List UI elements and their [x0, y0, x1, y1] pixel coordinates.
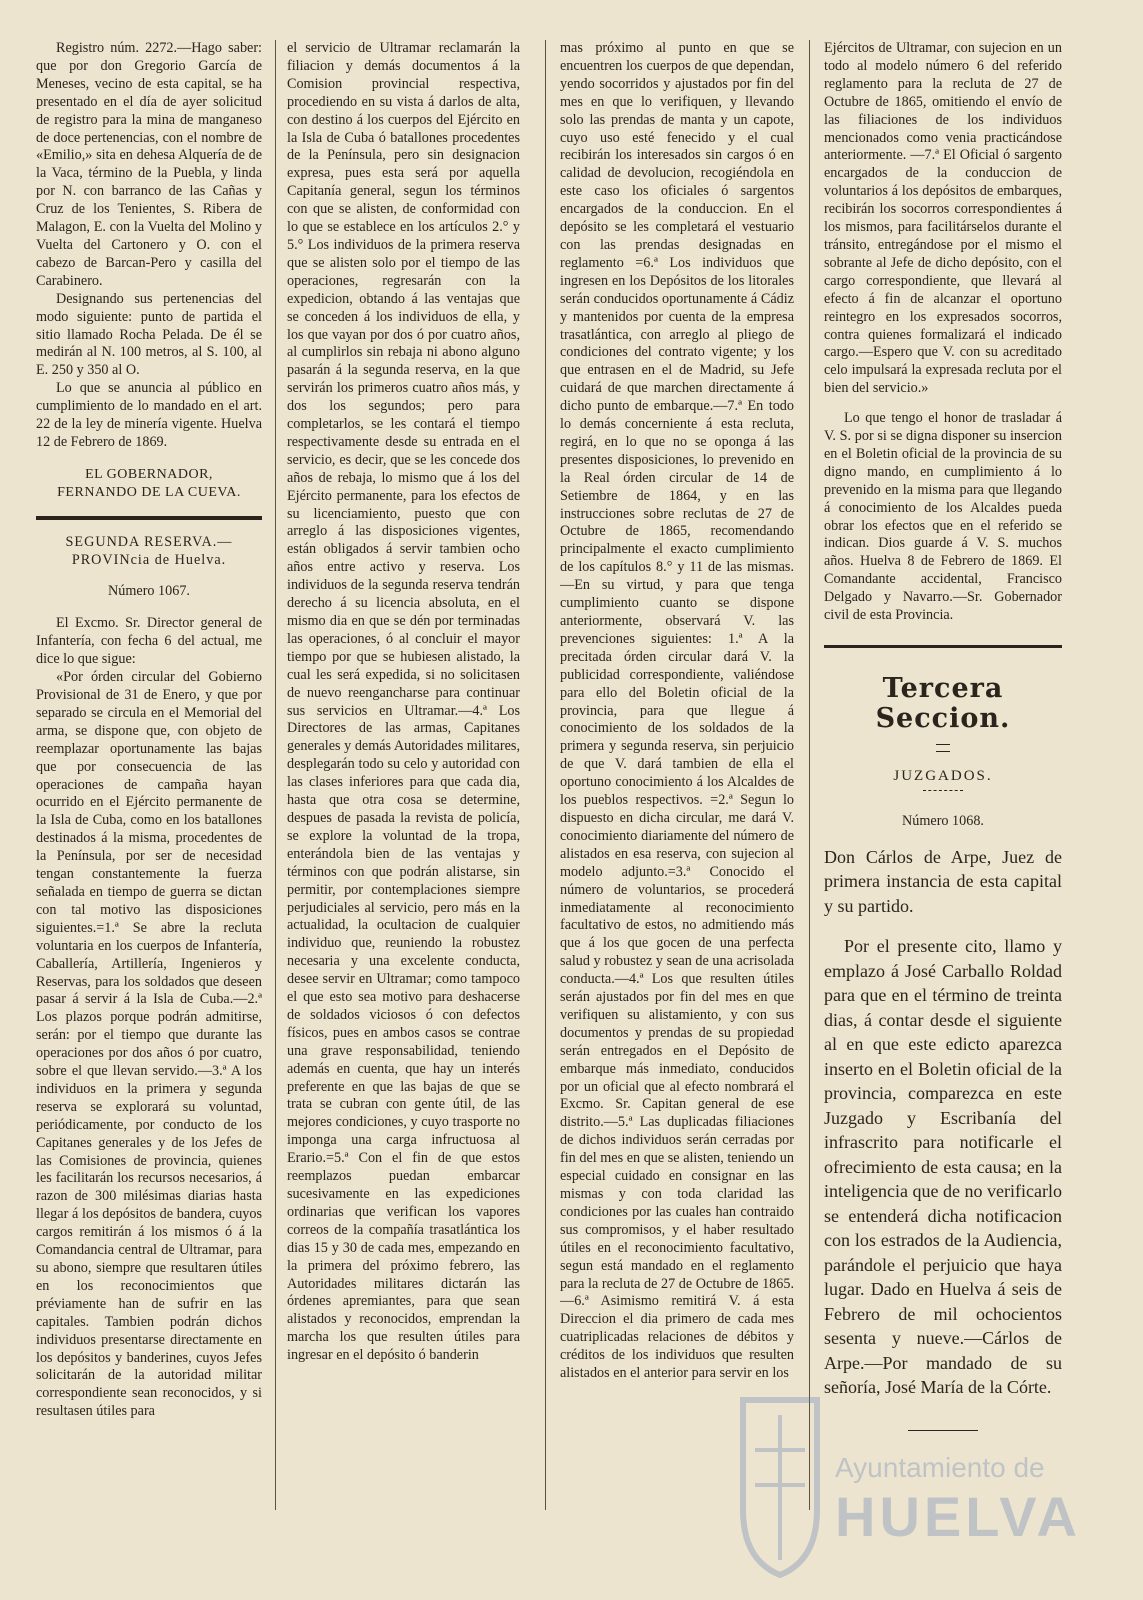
- mining-boundaries: Designando sus pertenencias del modo siguiente: punto de partida el sitio llamado Rocha Pelada. De él se medirán al N. 100 metros, al S. 100, al E. 250 y 350 al O.: [36, 290, 262, 379]
- title-ornament: [936, 744, 950, 752]
- section-divider: [36, 516, 262, 520]
- circular-body-part3: mas próximo al punto en que se encuentren los cuerpos de que dependan, yendo socorridos y ajustados por fin del mes en que lo verifiquen, y llevando solo las prendas de manta y un capote, cuyo uso esté fenecido y el cual recibirán los interesados sin cargos ó en calidad de devolucion, recogiéndola en este caso los oficiales ó sargentos encargados de la conduccion. En el depósito se les completará el vestuario con las prendas designadas en reglamento =6.ª Los individuos que ingresen en los Depósitos de los litorales serán conducidos oportunamente á Cádiz y mantenidos por cuenta de la empresa trasatlántica, con arreglo al pliego de condiciones del contrato vigente; y los que entrasen en el de Madrid, su Jefe cuidará de que marchen directamente á dicho punto de embarque.—7.ª En todo lo demás concerniente á esta recluta, regirá, en lo que no se oponga á las presentes disposiciones, lo prevenido en la Real órden circular de 14 de Setiembre de 1864, y en las instrucciones sobre reclutas de 27 de Octubre de 1865, recomendando principalmente el exacto cumplimiento de los capítulos 8.° y 11 de las mismas.—En su virtud, y para que tenga cumplimiento cuanto se dispone anteriormente, observará V. las prevenciones siguientes: 1.ª A la precitada órden circular dará V. la publicidad correspondiente, valiéndose para ello del Boletin oficial de la provincia, para que llegue á conocimiento de los soldados de la primera y segunda reserva, sin perjuicio de que V. dará tambien de ella el oportuno conocimiento á los Alcaldes de los pueblos respectivos. =2.ª Segun lo dispuesto en dicha circular, me dará V. conocimiento diariamente del número de alistados en esa reserva, con sujecion al modelo adjunto.=3.ª Conocido el número de voluntarios, se procederá inmediatamente al reconocimiento facultativo de estos, no admitiendo más que á los que gocen de una perfecta salud y robustez y sean de una acrisolada conducta.—4.ª Los que resulten útiles serán ajustados por fin del mes en que verifiquen su alistamiento, y con sus documentos y prendas de su propiedad serán entregados en el Depósito de embarque más inmediato, conducidos por un oficial que al efecto nombrará el Excmo. Sr. Capitan general de ese distrito.—5.ª Las duplicadas filiaciones de dichos individuos serán cerradas por fin del mes en que se alisten, teniendo un especial cuidado en consignar en las mismas y con toda claridad las condiciones por las cuales han contraido sus compromisos, y el haber resultado útiles en el reconocimiento facultativo, segun está mandado en el reglamento para la recluta de 27 de Octubre de 1865.—6.ª Asimismo remitirá V. á esta Direccion el dia primero de cada mes cuatriplicadas relaciones de débitos y créditos de los individuos que resulten alistados en el anterior para servir en los: [560, 40, 794, 1382]
- court-edict: [824, 845, 1062, 1400]
- column-4: [824, 40, 1062, 1570]
- edict-text: Por el presente cito, llamo y emplazo á José Carballo Roldad para que en el término de treinta dias, á contar desde el siguiente al en que este edicto aparezca inserto en el Boletin oficial de la provincia, comparezca en este Juzgado y Escribanía del infrascrito para notificarle el ofrecimiento de esta causa; en la inteligencia que de no verificarlo se entenderá dicha notificacion con los estrados de la Audiencia, parándole el perjuicio que haya lugar. Dado en Huelva á seis de Febrero de mil ochocientos sesenta y nueve.—Cárlos de Arpe.—Por mandado de su señoría, José María de la Córte.: [824, 936, 1062, 1398]
- circular-body-part2: el servicio de Ultramar reclamarán la filiacion y demás documentos á la Comision provincial respectiva, procediendo en su vista á darlos de alta, con destino á los cuerpos del Ejército en la Isla de Cuba ó batallones procedentes de la Península, pero sin designacion expresa, pues esta será por aquella Capitanía general, segun los términos con que se alisten, de conformidad con lo que se establece en los artículos 2.° y 5.° Los individuos de la primera reserva que se alisten solo por el tiempo de las operaciones, regresarán con la expedicion, obtando á las ventajas que se conceden á los individuos de ella, y los que vayan por dos ó por cuatro años, al cumplirlos sin rebaja ni abono alguno pasarán á la segunda reserva, en la que servirán los primeros cuatro años más, y dos los segundos; pero para completarlos, se les contará el tiempo respectivamente desde su entrada en el servicio, es decir, que se les concede dos años de rebaja, lo mismo que á los del Ejército permanente, para los efectos de su licenciamiento, puesto que con arreglo á las disposiciones vigentes, están obligados á servir tambien ocho años entre activo y reserva. Los individuos de la segunda reserva tendrán derecho á su licencia absoluta, en el mismo dia en que se dén por terminadas las operaciones, ó al concluir el mayor tiempo por que se hubiesen alistado, la cual les será expedida, si no solicitasen de nuevo reengancharse para continuar sus servicios en Ultramar.—4.ª Los Directores de las armas, Capitanes generales y demás Autoridades militares, desplegarán todo su celo y autoridad con las clases inferiores para que cada dia, hasta que otra cosa se determine, despues de pasada la revista de policía, se explore la voluntad de la tropa, enterándola bien de las ventajas y términos con que podrán alistarse, sin permitir, por contemplaciones siempre perjudiciales al servicio, pero más en la actualidad, la ocultacion de cualquier individuo que, reuniendo la robustez necesaria y una excelente conducta, desee servir en Ultramar; como tampoco el que esto sea motivo para deshacerse de soldados viciosos ó con defectos físicos, pues en ambos casos se contrae una grave responsabilidad, teniendo además en cuenta, que hay un interés preferente en que las bajas de que se trata se cubran con gente útil, de las mejores condiciones, y cuyo trasporte no imponga una carga infructuosa al Erario.=5.ª Con el fin de que estos reemplazos puedan embarcar sucesivamente en las expediciones ordinarias que verifican los vapores correos de la compañía trasatlántica los dias 15 y 30 de cada mes, empezando en la primera del próximo febrero, las Autoridades militares dictarán las órdenes apremiantes, para que sean alistados y reconocidos, emprendan la marcha los que resulten útiles para ingresar en el depósito ó banderin: [287, 40, 520, 1364]
- circular-body-part1: «Por órden circular del Gobierno Provisional de 31 de Enero, y que por separado se circula en el Memorial del arma, se dispone que, con objeto de reemplazar oportunamente las bajas que por consecuencia de las operaciones de campaña hayan ocurrido en el Ejército permanente de la Isla de Cuba, como en los batallones destinados á la misma, procedentes de la Península, por ser de necesidad tengan constantemente la fuerza señalada en tiempo de guerra se dictan con tal motivo las disposiciones siguientes.=1.ª Se abre la recluta voluntaria en los cuerpos de Infantería, Caballería, Artillería, Ingenieros y Reservas, para los soldados que deseen pasar á servir á la Isla de Cuba.—2.ª Los plazos porque podrán admitirse, serán: por el tiempo que durante las operaciones por dos años ó por cuatro, sobre el que llevan servido.—3.ª A los individuos en la primera y segunda reserva se explorará su voluntad, periódicamente, por conducto de los Capitanes generales y de los Jefes de las Comisiones de provincia, quienes les facilitarán los recursos necesarios, á razon de 300 milésimas diarias hasta llegar á los depósitos de bandera, cuyos cargos remitirán á los mismos ó á la Comandancia central de Ultramar, para su abono, siempre que resultaren útiles en los reconocimientos que préviamente han de sufrir en las capitales. Tambien podrán dichos individuos presentarse directamente en los depósitos y banderines, cuyos Jefes solicitarán de la autoridad militar correspondiente sean reconocidos, y si resultasen útiles para: [36, 669, 262, 1420]
- subsection-ornament: [923, 790, 963, 791]
- judge-heading: Don Cárlos de Arpe, Juez de primera instancia de esta capital y su partido.: [824, 846, 1062, 916]
- section-title: Tercera Seccion.: [875, 673, 1011, 734]
- mining-announcement: Lo que se anuncia al público en cumplimiento de lo mandado en el art. 22 de la ley de minería vigente. Huelva 12 de Febrero de 1869.: [36, 380, 262, 450]
- notice-number-1068: Número 1068.: [902, 812, 984, 829]
- governor-name: FERNANDO DE LA CUEVA.: [57, 484, 241, 500]
- column-1: [36, 40, 262, 1570]
- watermark-line2: HUELVA: [835, 1485, 1081, 1548]
- reserve-heading: SEGUNDA RESERVA.—PROVINcia de Huelva.: [65, 533, 233, 568]
- column-2: [287, 40, 520, 1570]
- municipal-watermark: [735, 1380, 1095, 1590]
- column-3: [560, 40, 794, 1570]
- subsection-title: JUZGADOS.: [893, 768, 993, 784]
- governor-title: EL GOBERNADOR,: [85, 466, 213, 482]
- watermark-line1: Ayuntamiento de: [835, 1452, 1045, 1483]
- column-rule: [809, 40, 810, 1510]
- notice-number-1067: Número 1067.: [108, 583, 190, 600]
- circular-body-part4: Ejércitos de Ultramar, con sujecion en un todo al modelo número 6 del referido reglamento para la recluta de 27 de Octubre de 1865, omitiendo el envío de las filiaciones de los individuos mencionados como venia practicándose anteriormente. —7.ª El Oficial ó sargento encargados de la conduccion de voluntarios á los depósitos de embarques, recibirán los socorros correspondientes á los mismos, para facilitárselos durante el tránsito, entregándose por el mismo el sobrante al Jefe de dicho depósito, con el cargo correspondiente, que llevará al efecto á fin de alcanzar el oportuno reintegro en los expresados socorros, contra quienes formalizará el indicado cargo.—Espero que V. con su acreditado celo impulsará la expresada recluta por el bien del servicio.»: [824, 40, 1062, 397]
- director-intro: El Excmo. Sr. Director general de Infantería, con fecha 6 del actual, me dice lo que sigue:: [36, 615, 262, 668]
- coat-of-arms-icon: [735, 1390, 825, 1580]
- transfer-notice: Lo que tengo el honor de trasladar á V. S. por si se digna disponer su insercion en el Boletin oficial de la provincia de su digno mando, en cumplimiento á lo prevenido en la misma para que llegando á conocimiento de los Alcaldes pueda obrar los efectos que en el referido se indican. Dios guarde á V. S. muchos años. Huelva 8 de Febrero de 1869. El Comandante accidental, Francisco Delgado y Navarro.—Sr. Gobernador civil de esta Provincia.: [824, 410, 1062, 624]
- mining-registry-notice: Registro núm. 2272.—Hago saber: que por don Gregorio García de Meneses, vecino de esta capital, se ha presentado en el día de ayer solicitud de registro para la mina de manganeso de doce pertenencias, con el nombre de «Emilio,» sita en dehesa Alquería de de la Vaca, término de la Puebla, y linda por N. con barranco de las Cañas y Cruz de los Tenientes, S. Ribera de Malagon, E. con la Vuelta del Molino y Vuelta del Cartonero y O. con el cabezo de Barcan-Pero y casilla del Carabinero.: [36, 40, 262, 289]
- section-divider: [824, 645, 1062, 648]
- column-rule: [545, 40, 546, 1510]
- column-rule: [275, 40, 276, 1510]
